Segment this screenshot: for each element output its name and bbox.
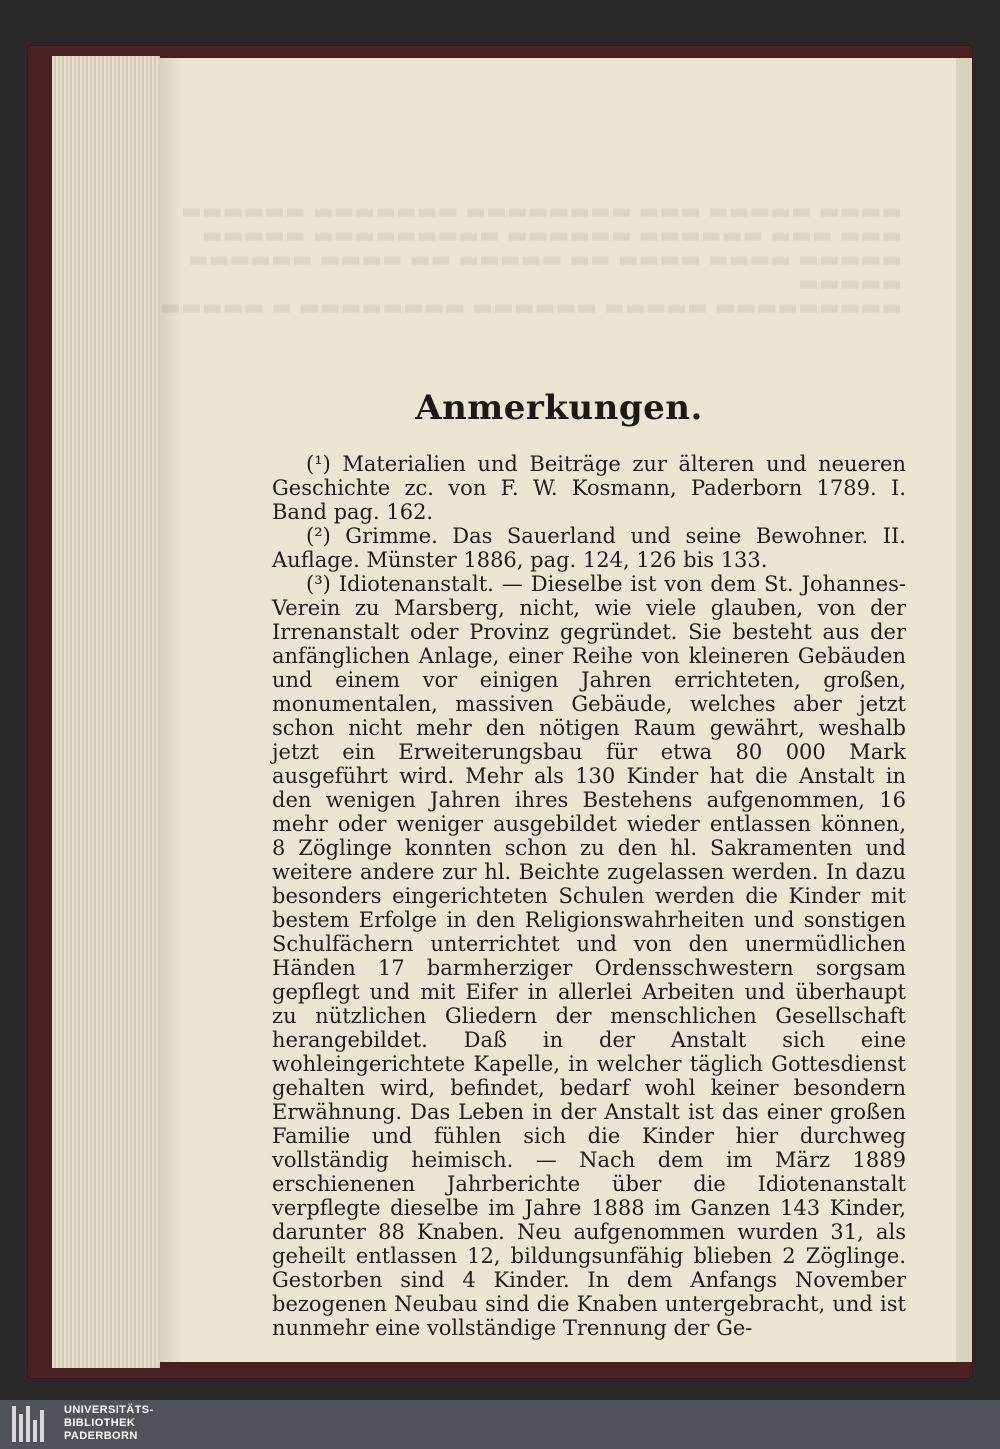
footnote-2: (²) Grimme. Das Sauerland und seine Bewohner. II. Auflage. Münster 1886, pag. 124, 126 bis 133. — [272, 524, 906, 572]
library-name[interactable] — [64, 1404, 184, 1443]
library-name-line-1: UNIVERSITÄTS- — [64, 1404, 154, 1416]
show-through-text: ▬▬▬▬ ▬▬▬▬▬ ▬▬▬ ▬▬▬▬▬▬▬▬ ▬▬▬▬▬▬▬ ▬▬▬▬▬▬ ▬▬▬ ▬▬▬ ▬▬▬▬▬▬ ▬▬▬▬▬▬ ▬▬▬▬▬▬▬▬▬ ▬▬▬▬▬ ▬▬▬▬▬ ▬▬▬▬ ▬▬▬▬ ▬▬ ▬▬▬▬▬ ▬▬ ▬▬▬▬ ▬▬▬▬▬▬ ▬▬▬▬▬ ▬▬▬▬▬▬▬▬▬ ▬▬▬▬▬ ▬▬▬▬▬▬ ▬▬▬▬▬▬▬▬ ▬ ▬▬▬▬▬ — [160, 199, 902, 320]
library-name-line-2: BIBLIOTHEK — [64, 1417, 136, 1429]
footnotes-body — [272, 452, 906, 1340]
page-edges — [52, 56, 160, 1368]
next-page-edge — [956, 58, 972, 1362]
library-footer — [0, 1400, 1000, 1449]
library-name-line-3: PADERBORN — [64, 1430, 138, 1442]
section-heading: Anmerkungen. — [415, 388, 703, 428]
footnote-3: (³) Idiotenanstalt. — Dieselbe ist von dem St. Johannes-Verein zu Marsberg, nicht, wie viele glauben, von der Irrenanstalt oder Provinz gegründet. Sie besteht aus der anfänglichen Anlage, einer Reihe von kleineren Gebäuden und einem vor einigen Jahren errichteten, großen, monumentalen, massiven Gebäude, welches aber jetzt schon nicht mehr den nötigen Raum gewährt, weshalb jetzt ein Erweiterungsbau für etwa 80 000 Mark ausgeführt wird. Mehr als 130 Kinder hat die Anstalt in den wenigen Jahren ihres Bestehens aufgenommen, 16 mehr oder weniger ausgebildet wieder entlassen können, 8 Zöglinge konnten schon zu den hl. Sakramenten und weitere andere zur hl. Beichte zugelassen werden. In dazu besonders eingerichteten Schulen werden die Kinder mit bestem Erfolge in den Religionswahrheiten und sonstigen Schulfächern unterrichtet und von den unermüdlichen Händen 17 barmherziger Ordensschwestern sorgsam gepflegt und mit Eifer in allerlei Arbeiten und überhaupt zu nützlichen Gliedern der menschlichen Gesellschaft herangebildet. Daß in der Anstalt sich eine wohleingerichtete Kapelle, in welcher täglich Gottesdienst gehalten wird, befindet, bedarf wohl keiner besondern Erwähnung. Das Leben in der Anstalt ist das einer großen Familie und fühlen sich die Kinder hier durchweg vollständig heimisch. — Nach dem im März 1889 erschienenen Jahrberichte über die Idiotenanstalt verpflegte dieselbe im Jahre 1888 im Ganzen 143 Kinder, darunter 88 Knaben. Neu aufgenommen wurden 31, als geheilt entlassen 12, bildungsunfähig blieben 2 Zöglinge. Gestorben sind 4 Kinder. In dem Anfangs November bezogenen Neubau sind die Knaben untergebracht, und ist nunmehr eine vollständige Trennung der Ge- — [272, 572, 906, 1340]
footnote-1: (¹) Materialien und Beiträge zur älteren und neueren Geschichte zc. von F. W. Kosmann, Paderborn 1789. I. Band pag. 162. — [272, 452, 906, 524]
library-logo-icon — [12, 1406, 46, 1442]
